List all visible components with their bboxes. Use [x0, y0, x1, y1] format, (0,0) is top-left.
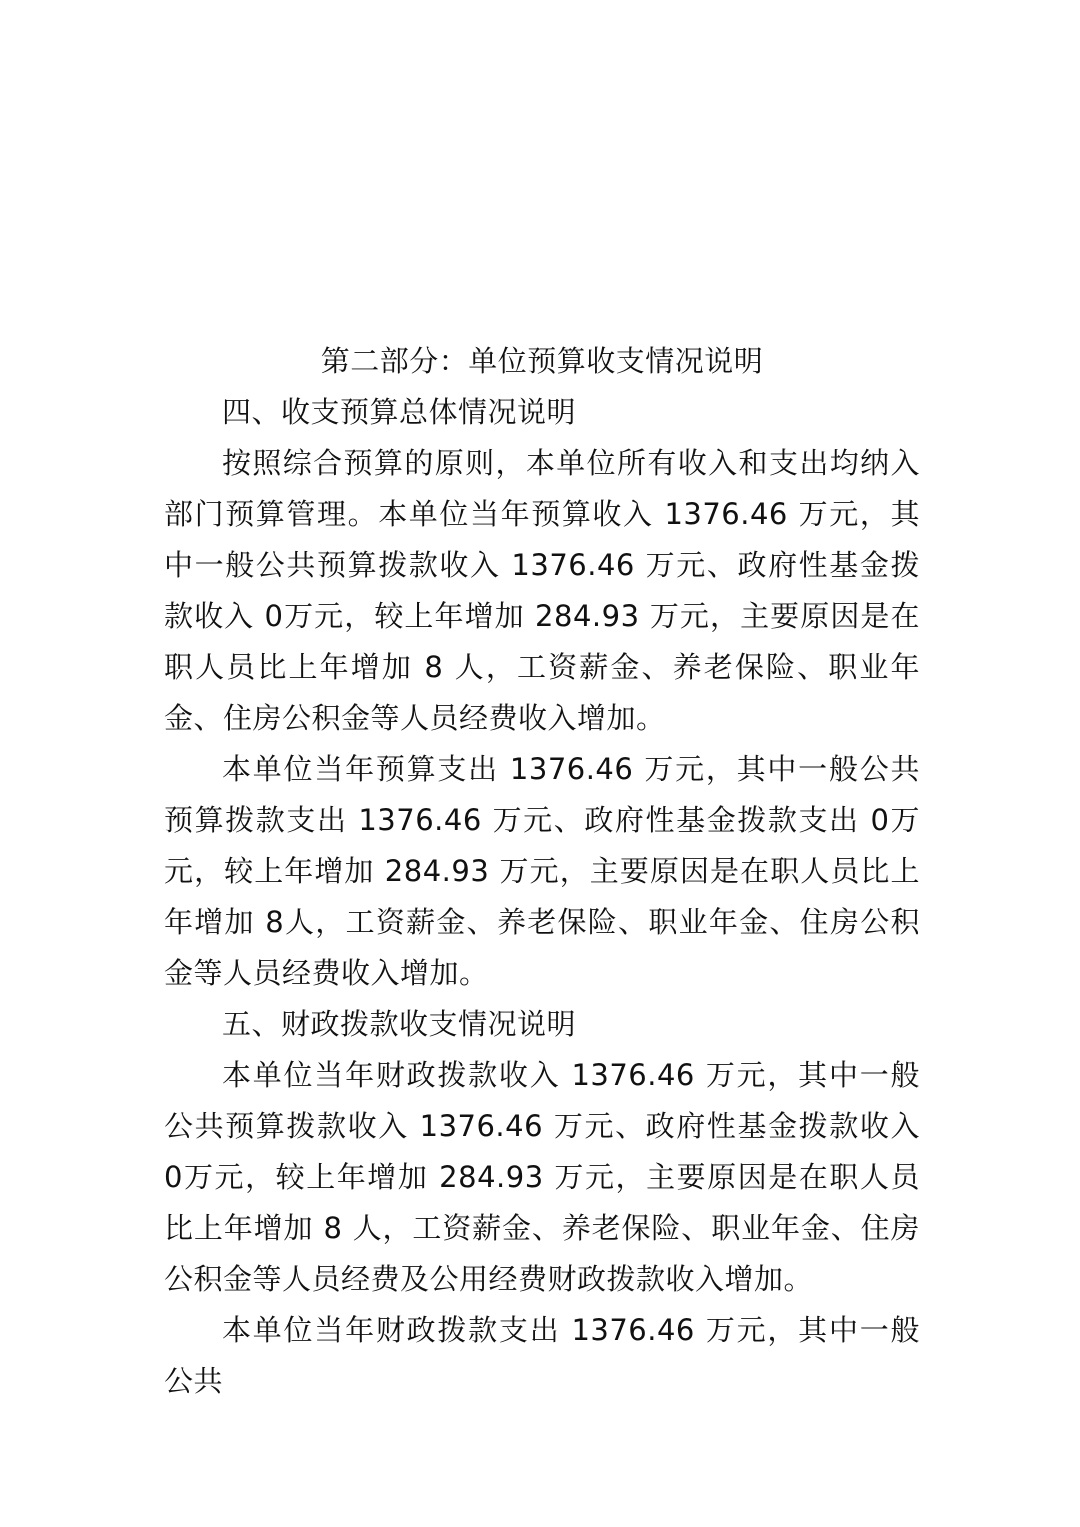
section-heading-4: 四、收支预算总体情况说明 [222, 395, 577, 429]
section-5-paragraph-1: 本单位当年财政拨款收入 1376.46 万元，其中一般公共预算拨款收入 1376.46 万元、政府性基金拨款收入 0万元，较上年增加 284.93 万元，主要原因是在职人员比上年增加 8 人，工资薪金、养老保险、职业年金、住房公积金等人员经费及公用经费财政拨款收入增加。 [164, 1058, 920, 1296]
page-title: 第二部分：单位预算收支情况说明 [320, 344, 764, 378]
document-body [164, 336, 920, 1407]
section-4-paragraph-2: 本单位当年预算支出 1376.46 万元，其中一般公共预算拨款支出 1376.46 万元、政府性基金拨款支出 0万元，较上年增加 284.93 万元，主要原因是在职人员比上年增加 8人，工资薪金、养老保险、职业年金、住房公积金等人员经费收入增加。 [164, 752, 920, 990]
section-4-paragraph-1: 按照综合预算的原则，本单位所有收入和支出均纳入部门预算管理。本单位当年预算收入 1376.46 万元，其中一般公共预算拨款收入 1376.46 万元、政府性基金拨款收入 0万元，较上年增加 284.93 万元，主要原因是在职人员比上年增加 8 人，工资薪金、养老保险、职业年金、住房公积金等人员经费收入增加。 [164, 446, 920, 735]
section-heading-5: 五、财政拨款收支情况说明 [222, 1007, 577, 1041]
section-5-paragraph-2: 本单位当年财政拨款支出 1376.46 万元，其中一般公共 [164, 1313, 920, 1398]
